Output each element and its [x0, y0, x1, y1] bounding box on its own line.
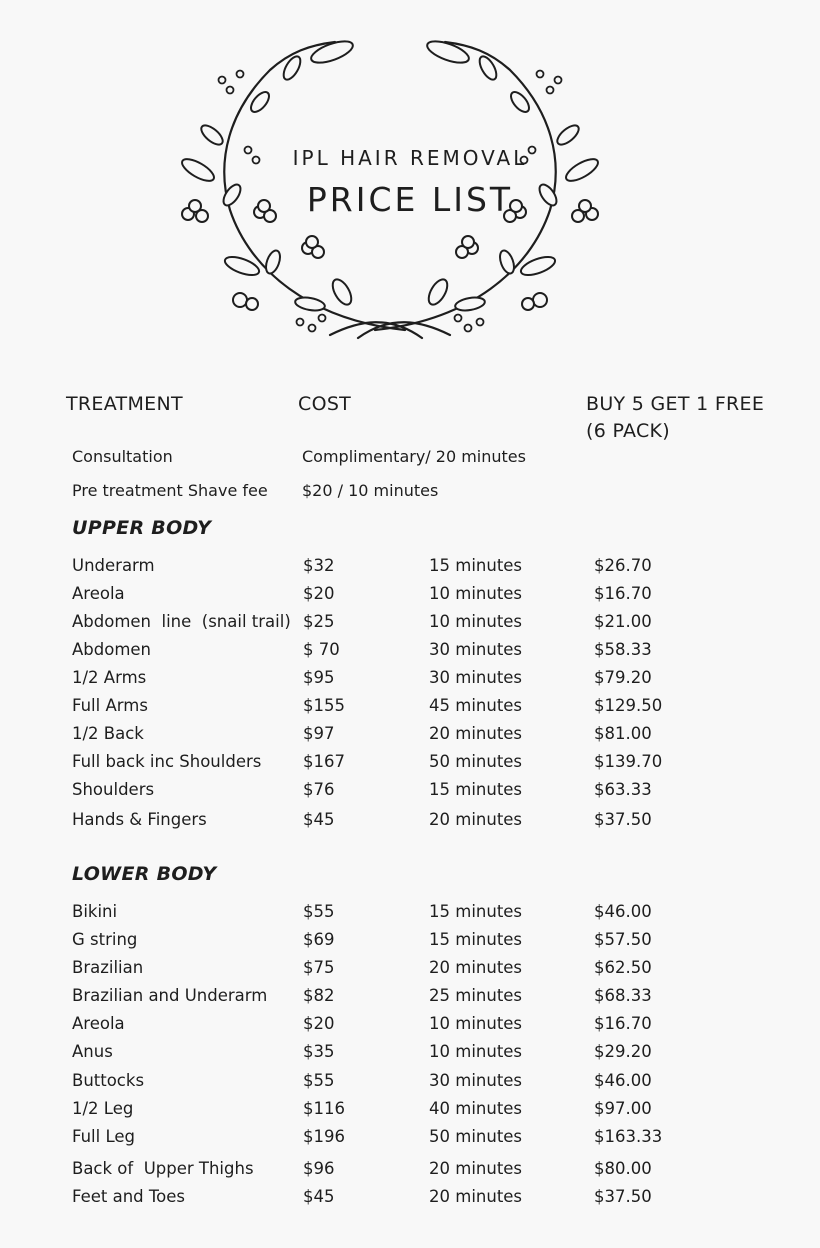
treatment-price: $45	[303, 810, 335, 829]
treatment-name: 1/2 Leg	[72, 1099, 134, 1118]
treatment-duration: 10 minutes	[429, 612, 523, 631]
treatment-price: $167	[303, 752, 345, 771]
treatment-duration: 10 minutes	[429, 1042, 523, 1061]
treatment-name: G string	[72, 930, 138, 949]
table-row	[0, 958, 820, 982]
pack-price: $16.70	[594, 584, 652, 603]
treatment-duration: 20 minutes	[429, 1187, 523, 1206]
table-row	[0, 1159, 820, 1183]
treatment-price: $45	[303, 1187, 335, 1206]
pack-price: $63.33	[594, 780, 652, 799]
pack-price: $62.50	[594, 958, 652, 977]
pack-price: $21.00	[594, 612, 652, 631]
treatment-duration: 40 minutes	[429, 1099, 523, 1118]
table-row	[0, 556, 820, 580]
treatment-price: $55	[303, 1071, 335, 1090]
pack-price: $79.20	[594, 668, 652, 687]
table-row	[0, 1014, 820, 1038]
treatment-name: Hands & Fingers	[72, 810, 207, 829]
pack-price: $37.50	[594, 810, 652, 829]
treatment-duration: 45 minutes	[429, 696, 523, 715]
table-row	[0, 1042, 820, 1066]
treatment-name: Bikini	[72, 902, 118, 921]
treatment-name: Areola	[72, 584, 125, 603]
treatment-price: $155	[303, 696, 345, 715]
treatment-name: Brazilian	[72, 958, 144, 977]
pack-price: $46.00	[594, 902, 652, 921]
table-row	[0, 930, 820, 954]
pack-price: $58.33	[594, 640, 652, 659]
table-row	[0, 752, 820, 776]
treatment-price: $20	[303, 1014, 335, 1033]
pack-price: $16.70	[594, 1014, 652, 1033]
intro-name: Consultation	[72, 447, 173, 466]
treatment-price: $20	[303, 584, 335, 603]
header-subtitle: IPL HAIR REMOVAL	[292, 146, 528, 170]
table-row	[0, 1071, 820, 1095]
treatment-price: $196	[303, 1127, 345, 1146]
pack-price: $97.00	[594, 1099, 652, 1118]
treatment-name: Areola	[72, 1014, 125, 1033]
treatment-name: Full Arms	[72, 696, 148, 715]
pack-price: $37.50	[594, 1187, 652, 1206]
pack-price: $139.70	[594, 752, 663, 771]
treatment-name: 1/2 Arms	[72, 668, 147, 687]
treatment-price: $97	[303, 724, 335, 743]
table-row	[0, 902, 820, 926]
intro-value: $20 / 10 minutes	[302, 481, 439, 500]
treatment-price: $55	[303, 902, 335, 921]
treatment-price: $116	[303, 1099, 345, 1118]
treatment-price: $75	[303, 958, 335, 977]
intro-value: Complimentary/ 20 minutes	[302, 447, 526, 466]
table-row	[0, 696, 820, 720]
treatment-duration: 10 minutes	[429, 584, 523, 603]
table-row	[0, 724, 820, 748]
treatment-price: $96	[303, 1159, 335, 1178]
treatment-duration: 20 minutes	[429, 810, 523, 829]
treatment-name: Feet and Toes	[72, 1187, 186, 1206]
treatment-price: $35	[303, 1042, 335, 1061]
table-row	[0, 780, 820, 804]
table-row	[0, 810, 820, 834]
treatment-duration: 50 minutes	[429, 752, 523, 771]
treatment-duration: 20 minutes	[429, 724, 523, 743]
treatment-price: $76	[303, 780, 335, 799]
table-row	[0, 1127, 820, 1151]
treatment-duration: 20 minutes	[429, 1159, 523, 1178]
treatment-price: $69	[303, 930, 335, 949]
treatment-price: $82	[303, 986, 335, 1005]
table-row	[0, 584, 820, 608]
intro-name: Pre treatment Shave fee	[72, 481, 268, 500]
treatment-duration: 25 minutes	[429, 986, 523, 1005]
column-header-cost: COST	[298, 393, 352, 415]
treatment-name: Shoulders	[72, 780, 155, 799]
treatment-name: 1/2 Back	[72, 724, 144, 743]
treatment-duration: 20 minutes	[429, 958, 523, 977]
treatment-name: Abdomen line (snail trail)	[72, 612, 291, 631]
treatment-duration: 10 minutes	[429, 1014, 523, 1033]
table-row	[0, 612, 820, 636]
treatment-duration: 15 minutes	[429, 902, 523, 921]
treatment-price: $32	[303, 556, 335, 575]
pack-price: $80.00	[594, 1159, 652, 1178]
treatment-name: Full Leg	[72, 1127, 135, 1146]
table-row	[0, 640, 820, 664]
treatment-duration: 15 minutes	[429, 556, 523, 575]
page-title: PRICE LIST	[306, 180, 514, 219]
column-header-pack-sub: (6 PACK)	[586, 420, 670, 442]
treatment-duration: 50 minutes	[429, 1127, 523, 1146]
table-row	[0, 986, 820, 1010]
pack-price: $29.20	[594, 1042, 652, 1061]
pack-price: $57.50	[594, 930, 652, 949]
treatment-name: Back of Upper Thighs	[72, 1159, 254, 1178]
pack-price: $68.33	[594, 986, 652, 1005]
treatment-duration: 30 minutes	[429, 1071, 523, 1090]
column-header-treatment: TREATMENT	[66, 393, 183, 415]
pack-price: $163.33	[594, 1127, 663, 1146]
table-row	[0, 1099, 820, 1123]
table-row	[0, 668, 820, 692]
treatment-duration: 30 minutes	[429, 668, 523, 687]
section-title-lower-body: LOWER BODY	[72, 863, 217, 885]
table-row	[0, 1187, 820, 1211]
section-title-upper-body: UPPER BODY	[72, 517, 212, 539]
treatment-price: $25	[303, 612, 335, 631]
treatment-name: Buttocks	[72, 1071, 145, 1090]
treatment-name: Underarm	[72, 556, 155, 575]
treatment-duration: 15 minutes	[429, 930, 523, 949]
pack-price: $129.50	[594, 696, 663, 715]
pack-price: $81.00	[594, 724, 652, 743]
pack-price: $26.70	[594, 556, 652, 575]
pack-price: $46.00	[594, 1071, 652, 1090]
treatment-price: $95	[303, 668, 335, 687]
treatment-name: Brazilian and Underarm	[72, 986, 268, 1005]
treatment-name: Anus	[72, 1042, 113, 1061]
treatment-price: $ 70	[303, 640, 340, 659]
treatment-name: Abdomen	[72, 640, 152, 659]
treatment-duration: 15 minutes	[429, 780, 523, 799]
treatment-name: Full back inc Shoulders	[72, 752, 262, 771]
treatment-duration: 30 minutes	[429, 640, 523, 659]
column-header-pack: BUY 5 GET 1 FREE	[586, 393, 765, 415]
